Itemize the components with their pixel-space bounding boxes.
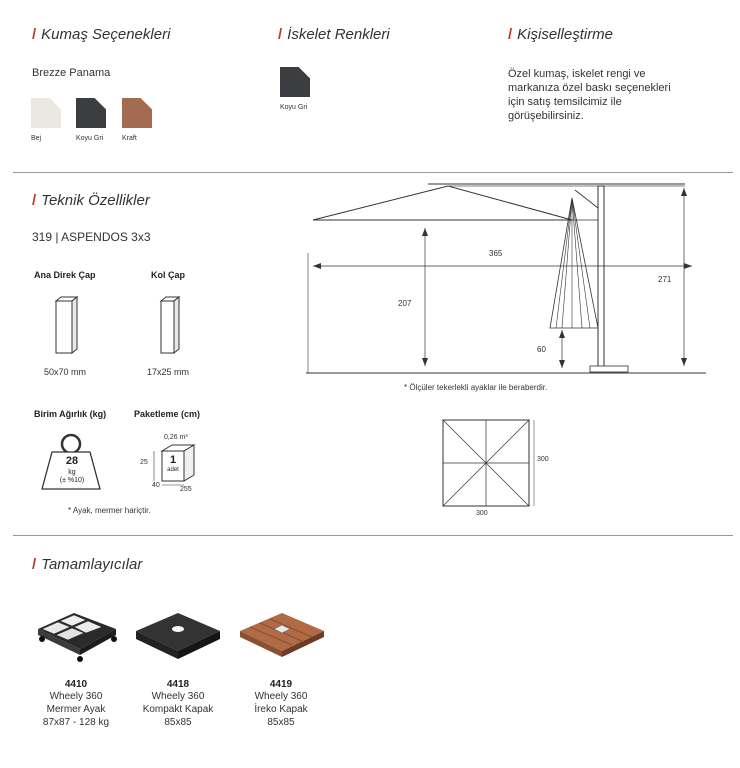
accessory-item-4418 [128,679,228,729]
slash-mark: / [278,26,283,43]
accessory-code: 4410 [64,679,88,690]
pack-volume: 0,26 m³ [164,434,188,441]
frame-section-title [278,26,390,43]
custom-line: için satış temsilcimiz ile [508,96,622,108]
accessory-line: 87x87 - 128 kg [42,717,110,728]
main-pole-label: Ana Direk Çap [34,270,96,280]
custom-title-text: Kişiselleştirme [517,26,614,43]
arm-value: 17x25 mm [147,367,190,377]
custom-line: Özel kumaş, iskelet rengi ve [508,68,646,80]
weight-unit: kg [68,469,76,476]
slash-mark: / [32,192,37,209]
tech-section-title [32,192,150,209]
umbrella-top-diagram [430,410,540,510]
accessory-image-compact-cover [130,605,224,667]
arm-profile-icon [158,295,184,357]
accessory-code: 4418 [166,679,190,690]
swatch-label-bej: Bej [31,135,42,142]
frame-swatch-koyu-gri [280,67,310,97]
slash-mark: / [508,26,513,43]
swatch-bej [31,98,61,128]
custom-section-title [508,26,613,43]
frame-title-text: İskelet Renkleri [287,26,390,43]
accessory-item-4419 [231,679,331,729]
tech-title-text: Teknik Özellikler [41,192,150,209]
main-pole-value: 50x70 mm [44,367,87,377]
swatch-label-koyu-gri: Koyu Gri [76,135,104,142]
weight-tolerance: (± %10) [59,477,85,484]
pack-height: 25 [140,459,148,466]
custom-line: markanıza özel baskı seçenekleri [508,82,671,94]
accessory-line: 85x85 [164,717,192,728]
dim-height: 207 [398,299,412,308]
dim-note: * Ölçüler tekerlekli ayaklar ile beraberdir. [404,383,548,392]
custom-line: görüşebilirsiniz. [508,110,584,122]
frame-swatch-label: Koyu Gri [280,104,308,111]
pack-label: Paketleme (cm) [134,409,201,419]
fabric-title-text: Kumaş Seçenekleri [41,26,171,43]
dim-total: 271 [658,275,672,284]
swatch-kraft [122,98,152,128]
accessory-line: Wheely 360 [49,691,103,702]
base-note: * Ayak, mermer hariçtir. [68,506,151,515]
arm-label: Kol Çap [151,270,186,280]
model-name: 319 | ASPENDOS 3x3 [32,230,151,244]
accessory-line: Mermer Ayak [46,704,106,715]
pack-depth: 40 [152,482,160,489]
weight-value: 28 [65,455,79,467]
accessories-title-text: Tamamlayıcılar [41,556,143,573]
pack-unit: adet [167,467,179,473]
divider [13,535,733,536]
swatch-label-kraft: Kraft [122,135,137,142]
accessory-image-iroko-cover [234,605,328,667]
fabric-name: Brezze Panama [32,67,111,79]
slash-mark: / [32,26,37,43]
top-height: 300 [537,456,549,463]
accessory-line: İreko Kapak [254,704,308,715]
accessories-section-title [32,556,142,573]
umbrella-side-diagram [280,178,720,378]
accessory-image-marble-base [30,605,122,667]
fabric-section-title [32,26,170,43]
main-pole-icon [52,295,82,357]
pack-count: 1 [169,454,177,466]
pack-width: 255 [180,486,192,493]
slash-mark: / [32,556,37,573]
dim-width: 365 [489,249,503,258]
accessory-code: 4419 [269,679,293,690]
weight-label: Birim Ağırlık (kg) [34,409,107,419]
accessory-item-4410 [26,679,126,729]
accessory-line: Kompakt Kapak [142,704,214,715]
accessory-line: 85x85 [267,717,295,728]
dim-low: 60 [537,345,546,354]
swatch-koyu-gri [76,98,106,128]
custom-text [508,67,671,123]
accessory-line: Wheely 360 [151,691,205,702]
divider [13,172,733,173]
accessory-line: Wheely 360 [254,691,308,702]
top-width: 300 [476,510,488,517]
